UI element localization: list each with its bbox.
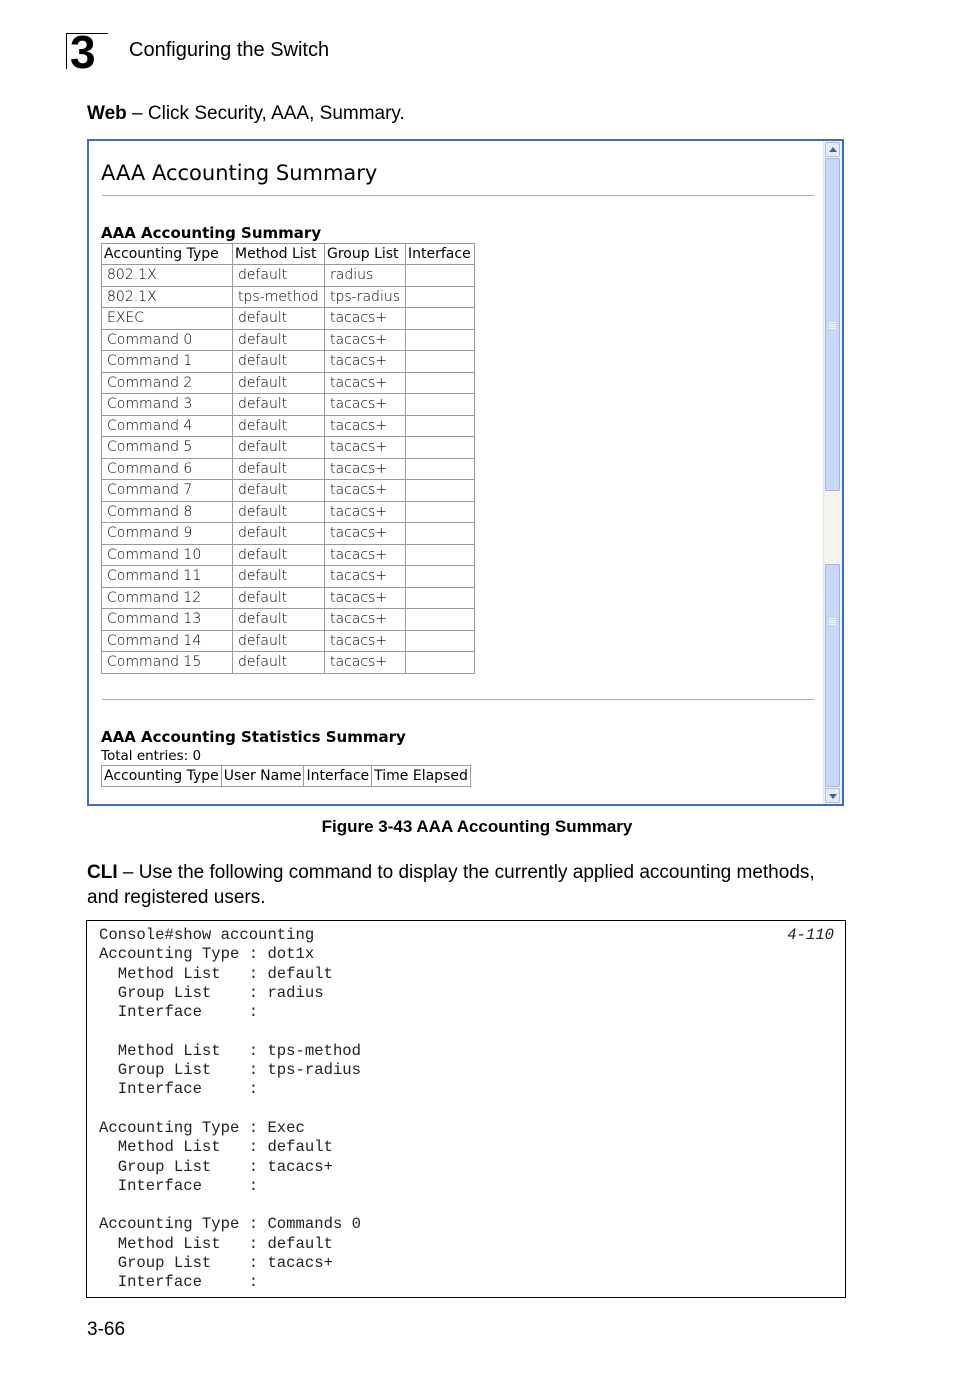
chapter-number: 3 [70, 26, 96, 78]
cell-group-list: tacacs+ [325, 566, 406, 588]
cell-method-list: default [233, 566, 325, 588]
code-line [99, 1022, 361, 1041]
cell-group-list: tacacs+ [325, 458, 406, 480]
cell-method-list: default [233, 544, 325, 566]
code-line: Interface : [99, 1176, 259, 1195]
grip-icon [829, 322, 836, 323]
screenshot-window [87, 139, 844, 806]
cell-accounting-type: 802.1X [102, 286, 233, 308]
table-row [102, 286, 475, 308]
scroll-thumb-lower[interactable] [825, 564, 840, 787]
col-accounting-type: Accounting Type [102, 244, 233, 265]
table-row [102, 458, 475, 480]
web-instruction-text: – Click Security, AAA, Summary. [126, 103, 405, 124]
page-number: 3-66 [87, 1319, 126, 1340]
cell-accounting-type: Command 11 [102, 566, 233, 588]
cell-interface [406, 501, 475, 523]
scroll-thumb-upper[interactable] [825, 158, 840, 491]
table-row [102, 265, 475, 287]
code-line: Method List : default [99, 964, 333, 983]
arrow-up-icon [829, 147, 837, 152]
cell-accounting-type: Command 14 [102, 630, 233, 652]
accounting-section-title: AAA Accounting Summary [101, 224, 322, 242]
cell-accounting-type: Command 7 [102, 480, 233, 502]
cell-interface [406, 630, 475, 652]
code-line: Method List : default [99, 1234, 333, 1253]
table-row [102, 351, 475, 373]
cell-method-list: default [233, 458, 325, 480]
cell-group-list: tacacs+ [325, 652, 406, 674]
running-head: Configuring the Switch [129, 39, 330, 61]
cell-accounting-type: Command 6 [102, 458, 233, 480]
cell-method-list: default [233, 351, 325, 373]
code-line: Group List : tacacs+ [99, 1254, 333, 1273]
table-row [102, 415, 475, 437]
cell-interface [406, 609, 475, 631]
web-instruction [87, 102, 405, 126]
total-entries: Total entries: 0 [101, 748, 202, 764]
cell-interface [406, 652, 475, 674]
table-row [102, 501, 475, 523]
code-line: Method List : tps-method [99, 1041, 362, 1060]
section-divider [102, 699, 814, 700]
cell-group-list: tacacs+ [325, 609, 406, 631]
code-line: Console#show accounting [99, 926, 315, 944]
cell-method-list: default [233, 265, 325, 287]
table-row [102, 329, 475, 351]
code-line: Group List : tacacs+ [99, 1157, 333, 1176]
code-line [99, 1100, 361, 1119]
cli-code [99, 926, 361, 1293]
cell-interface [406, 286, 475, 308]
cell-interface [406, 351, 475, 373]
scroll-down-button[interactable] [825, 788, 840, 803]
table-row [102, 544, 475, 566]
cell-interface [406, 566, 475, 588]
cell-group-list: tacacs+ [325, 308, 406, 330]
accounting-table-header [102, 244, 475, 265]
grip-icon [829, 618, 836, 619]
cell-interface [406, 265, 475, 287]
col-method-list: Method List [233, 244, 325, 265]
cell-group-list: tacacs+ [325, 523, 406, 545]
cell-group-list: tacacs+ [325, 351, 406, 373]
table-row [102, 609, 475, 631]
code-line: Accounting Type : dot1x [99, 945, 315, 964]
code-line [99, 1196, 361, 1215]
statistics-section-title: AAA Accounting Statistics Summary [101, 728, 406, 746]
table-row [102, 308, 475, 330]
cell-method-list: default [233, 329, 325, 351]
cell-accounting-type: Command 10 [102, 544, 233, 566]
cell-interface [406, 587, 475, 609]
cell-accounting-type: Command 1 [102, 351, 233, 373]
accounting-table [101, 243, 475, 674]
cell-group-list: tacacs+ [325, 544, 406, 566]
cell-accounting-type: Command 0 [102, 329, 233, 351]
table-row [102, 587, 475, 609]
web-label: Web [87, 103, 127, 124]
cell-group-list: tacacs+ [325, 437, 406, 459]
scroll-up-button[interactable] [825, 142, 840, 157]
code-line: Accounting Type : Exec [99, 1118, 305, 1137]
cell-method-list: default [233, 609, 325, 631]
cell-accounting-type: Command 5 [102, 437, 233, 459]
table-row [102, 480, 475, 502]
cell-accounting-type: Command 12 [102, 587, 233, 609]
code-line: Interface : [99, 1080, 259, 1099]
cell-accounting-type: Command 9 [102, 523, 233, 545]
cell-interface [406, 458, 475, 480]
title-divider [102, 195, 814, 196]
cell-method-list: default [233, 372, 325, 394]
cli-instruction-text: – Use the following command to display the currently applied accounting methods, and registered users. [87, 862, 815, 908]
cell-interface [406, 523, 475, 545]
cell-method-list: default [233, 415, 325, 437]
cell-interface [406, 544, 475, 566]
table-row [102, 372, 475, 394]
cell-accounting-type: EXEC [102, 308, 233, 330]
col-user-name: User Name [221, 766, 304, 787]
col-group-list: Group List [325, 244, 406, 265]
cell-accounting-type: Command 3 [102, 394, 233, 416]
table-row [102, 652, 475, 674]
cell-method-list: tps-method [233, 286, 325, 308]
cell-accounting-type: Command 4 [102, 415, 233, 437]
figure-caption: Figure 3-43 AAA Accounting Summary [321, 817, 633, 836]
arrow-down-icon [829, 794, 837, 799]
col-interface: Interface [406, 244, 475, 265]
cell-group-list: tacacs+ [325, 415, 406, 437]
vertical-scrollbar[interactable] [823, 141, 842, 804]
cell-accounting-type: Command 2 [102, 372, 233, 394]
cell-interface [406, 329, 475, 351]
cell-group-list: tacacs+ [325, 501, 406, 523]
col-interface: Interface [304, 766, 372, 787]
cli-label: CLI [87, 862, 118, 883]
col-accounting-type: Accounting Type [102, 766, 222, 787]
statistics-table [101, 765, 471, 787]
cell-method-list: default [233, 480, 325, 502]
cell-group-list: tacacs+ [325, 587, 406, 609]
cell-method-list: default [233, 437, 325, 459]
cell-accounting-type: Command 13 [102, 609, 233, 631]
col-time-elapsed: Time Elapsed [372, 766, 471, 787]
cell-interface [406, 480, 475, 502]
cli-instruction [87, 860, 827, 910]
cell-interface [406, 394, 475, 416]
cell-method-list: default [233, 308, 325, 330]
code-line: Interface : [99, 1003, 259, 1022]
statistics-table-header [102, 766, 471, 787]
table-row [102, 630, 475, 652]
code-line: Accounting Type : Commands 0 [99, 1215, 362, 1234]
cell-method-list: default [233, 394, 325, 416]
code-line: Group List : radius [99, 983, 324, 1002]
table-row [102, 394, 475, 416]
page-content [91, 143, 822, 802]
cell-interface [406, 308, 475, 330]
cell-method-list: default [233, 652, 325, 674]
table-row [102, 523, 475, 545]
cell-group-list: tacacs+ [325, 630, 406, 652]
cell-accounting-type: Command 15 [102, 652, 233, 674]
cell-method-list: default [233, 523, 325, 545]
cell-group-list: tacacs+ [325, 480, 406, 502]
cell-group-list: tacacs+ [325, 372, 406, 394]
cell-accounting-type: Command 8 [102, 501, 233, 523]
code-line: Group List : tps-radius [99, 1061, 362, 1080]
cell-interface [406, 372, 475, 394]
code-line: Method List : default [99, 1138, 333, 1157]
code-line: Interface : [99, 1273, 259, 1292]
command-reference: 4-110 [787, 926, 834, 944]
cell-group-list: tacacs+ [325, 394, 406, 416]
cell-group-list: tacacs+ [325, 329, 406, 351]
page-title: AAA Accounting Summary [101, 161, 378, 185]
cell-interface [406, 415, 475, 437]
cell-method-list: default [233, 630, 325, 652]
cli-code-box [86, 920, 846, 1298]
cell-group-list: radius [325, 265, 406, 287]
table-row [102, 437, 475, 459]
cell-method-list: default [233, 501, 325, 523]
cell-interface [406, 437, 475, 459]
cell-group-list: tps-radius [325, 286, 406, 308]
cell-accounting-type: 802.1X [102, 265, 233, 287]
table-row [102, 566, 475, 588]
cell-method-list: default [233, 587, 325, 609]
